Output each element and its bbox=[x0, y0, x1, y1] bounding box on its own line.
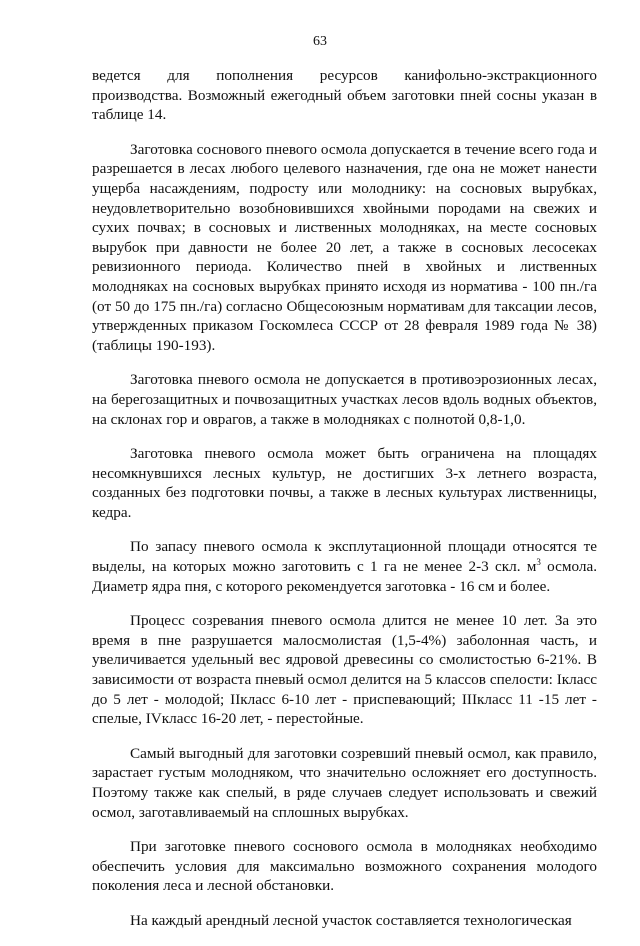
stock-text-before: По запасу пневого осмола к эксплутационной площади относятся те выделы, на которых можно заготовить с 1 га не менее 2-3 скл. м bbox=[92, 538, 597, 576]
stock-text-after: осмола. Диаметр ядра пня, с которого рекомендуется заготовка - 16 см и более. bbox=[92, 558, 597, 595]
paragraph-best-harvest: Самый выгодный для заготовки созревший пневый осмол, как правило, зарастает густым молодняком, что значительно осложняет его доступность. Поэтому также как спелый, в ряде случаев следует использовать и свежий осмол, заготавливаемый на сплошных вырубках. bbox=[92, 744, 597, 821]
paragraph-young-stands: При заготовке пневого соснового осмола в молодняках необходимо обеспечить условия для максимально возможного сохранения молодого поколения леса и лесной обстановки. bbox=[92, 838, 597, 895]
page-number: 63 bbox=[313, 34, 327, 49]
page-body bbox=[92, 66, 597, 946]
paragraph-prohibition: Заготовка пневого осмола не допускается в противоэрозионных лесах, на берегозащитных и почвозащитных участках лесов вдоль водных объектов, на склонах гор и оврагов, а также в молодняках с полнотой 0,8-1,0. bbox=[92, 371, 597, 428]
paragraph-permission: Заготовка соснового пневого осмола допускается в течение всего года и разрешается в лесах любого целевого назначения, где она не может нанести ущерба насаждениям, подросту или молоднику: на сосновых вырубках, неудовлетворительно возобновившихся хвойными породами на свежих и сухих почвах; в сосновых и лиственных молодняках, на месте сосновых вырубок при давности не более 20 лет, а также в сосновых лесосеках ревизионного периода. Количество пней в хвойных и лиственных молодняках на сосновых вырубках принято исходя из норматива - 100 пн./га (от 50 до 175 пн./га) согласно Общесоюзным нормативам для таксации лесов, утвержденных приказом Госкомлеса СССР от 28 февраля 1989 года № 38) (таблицы 190-193). bbox=[92, 140, 597, 354]
paragraph-restriction: Заготовка пневого осмола может быть ограничена на площадях несомкнувшихся лесных культур, не достигших 3-х летнего возраста, созданных без подготовки почвы, а также в лесных культурах лиственницы, кедра. bbox=[92, 445, 597, 521]
paragraph-maturation: Процесс созревания пневого осмола длится не менее 10 лет. За это время в пне разрушается малосмолистая (1,5-4%) заболонная часть, и увеличивается удельный вес ядровой древесины со смолистостью 6-21%. В зависимости от возраста пневый осмол делится на 5 классов спелости: Iкласс до 5 лет - молодой; IIкласс 6-10 лет - приспевающий; IIIкласс 11 -15 лет - спелые, IVкласс 16-20 лет, - перестойные. bbox=[92, 612, 597, 728]
paragraph-stock bbox=[92, 537, 597, 596]
cubic-superscript: 3 bbox=[536, 557, 541, 568]
paragraph-continuation: ведется для пополнения ресурсов канифольно-экстракционного производства. Возможный ежегодный объем заготовки пней сосны указан в таблице 14. bbox=[92, 67, 597, 124]
paragraph-technology-map: На каждый арендный лесной участок составляется технологическая bbox=[130, 911, 572, 929]
